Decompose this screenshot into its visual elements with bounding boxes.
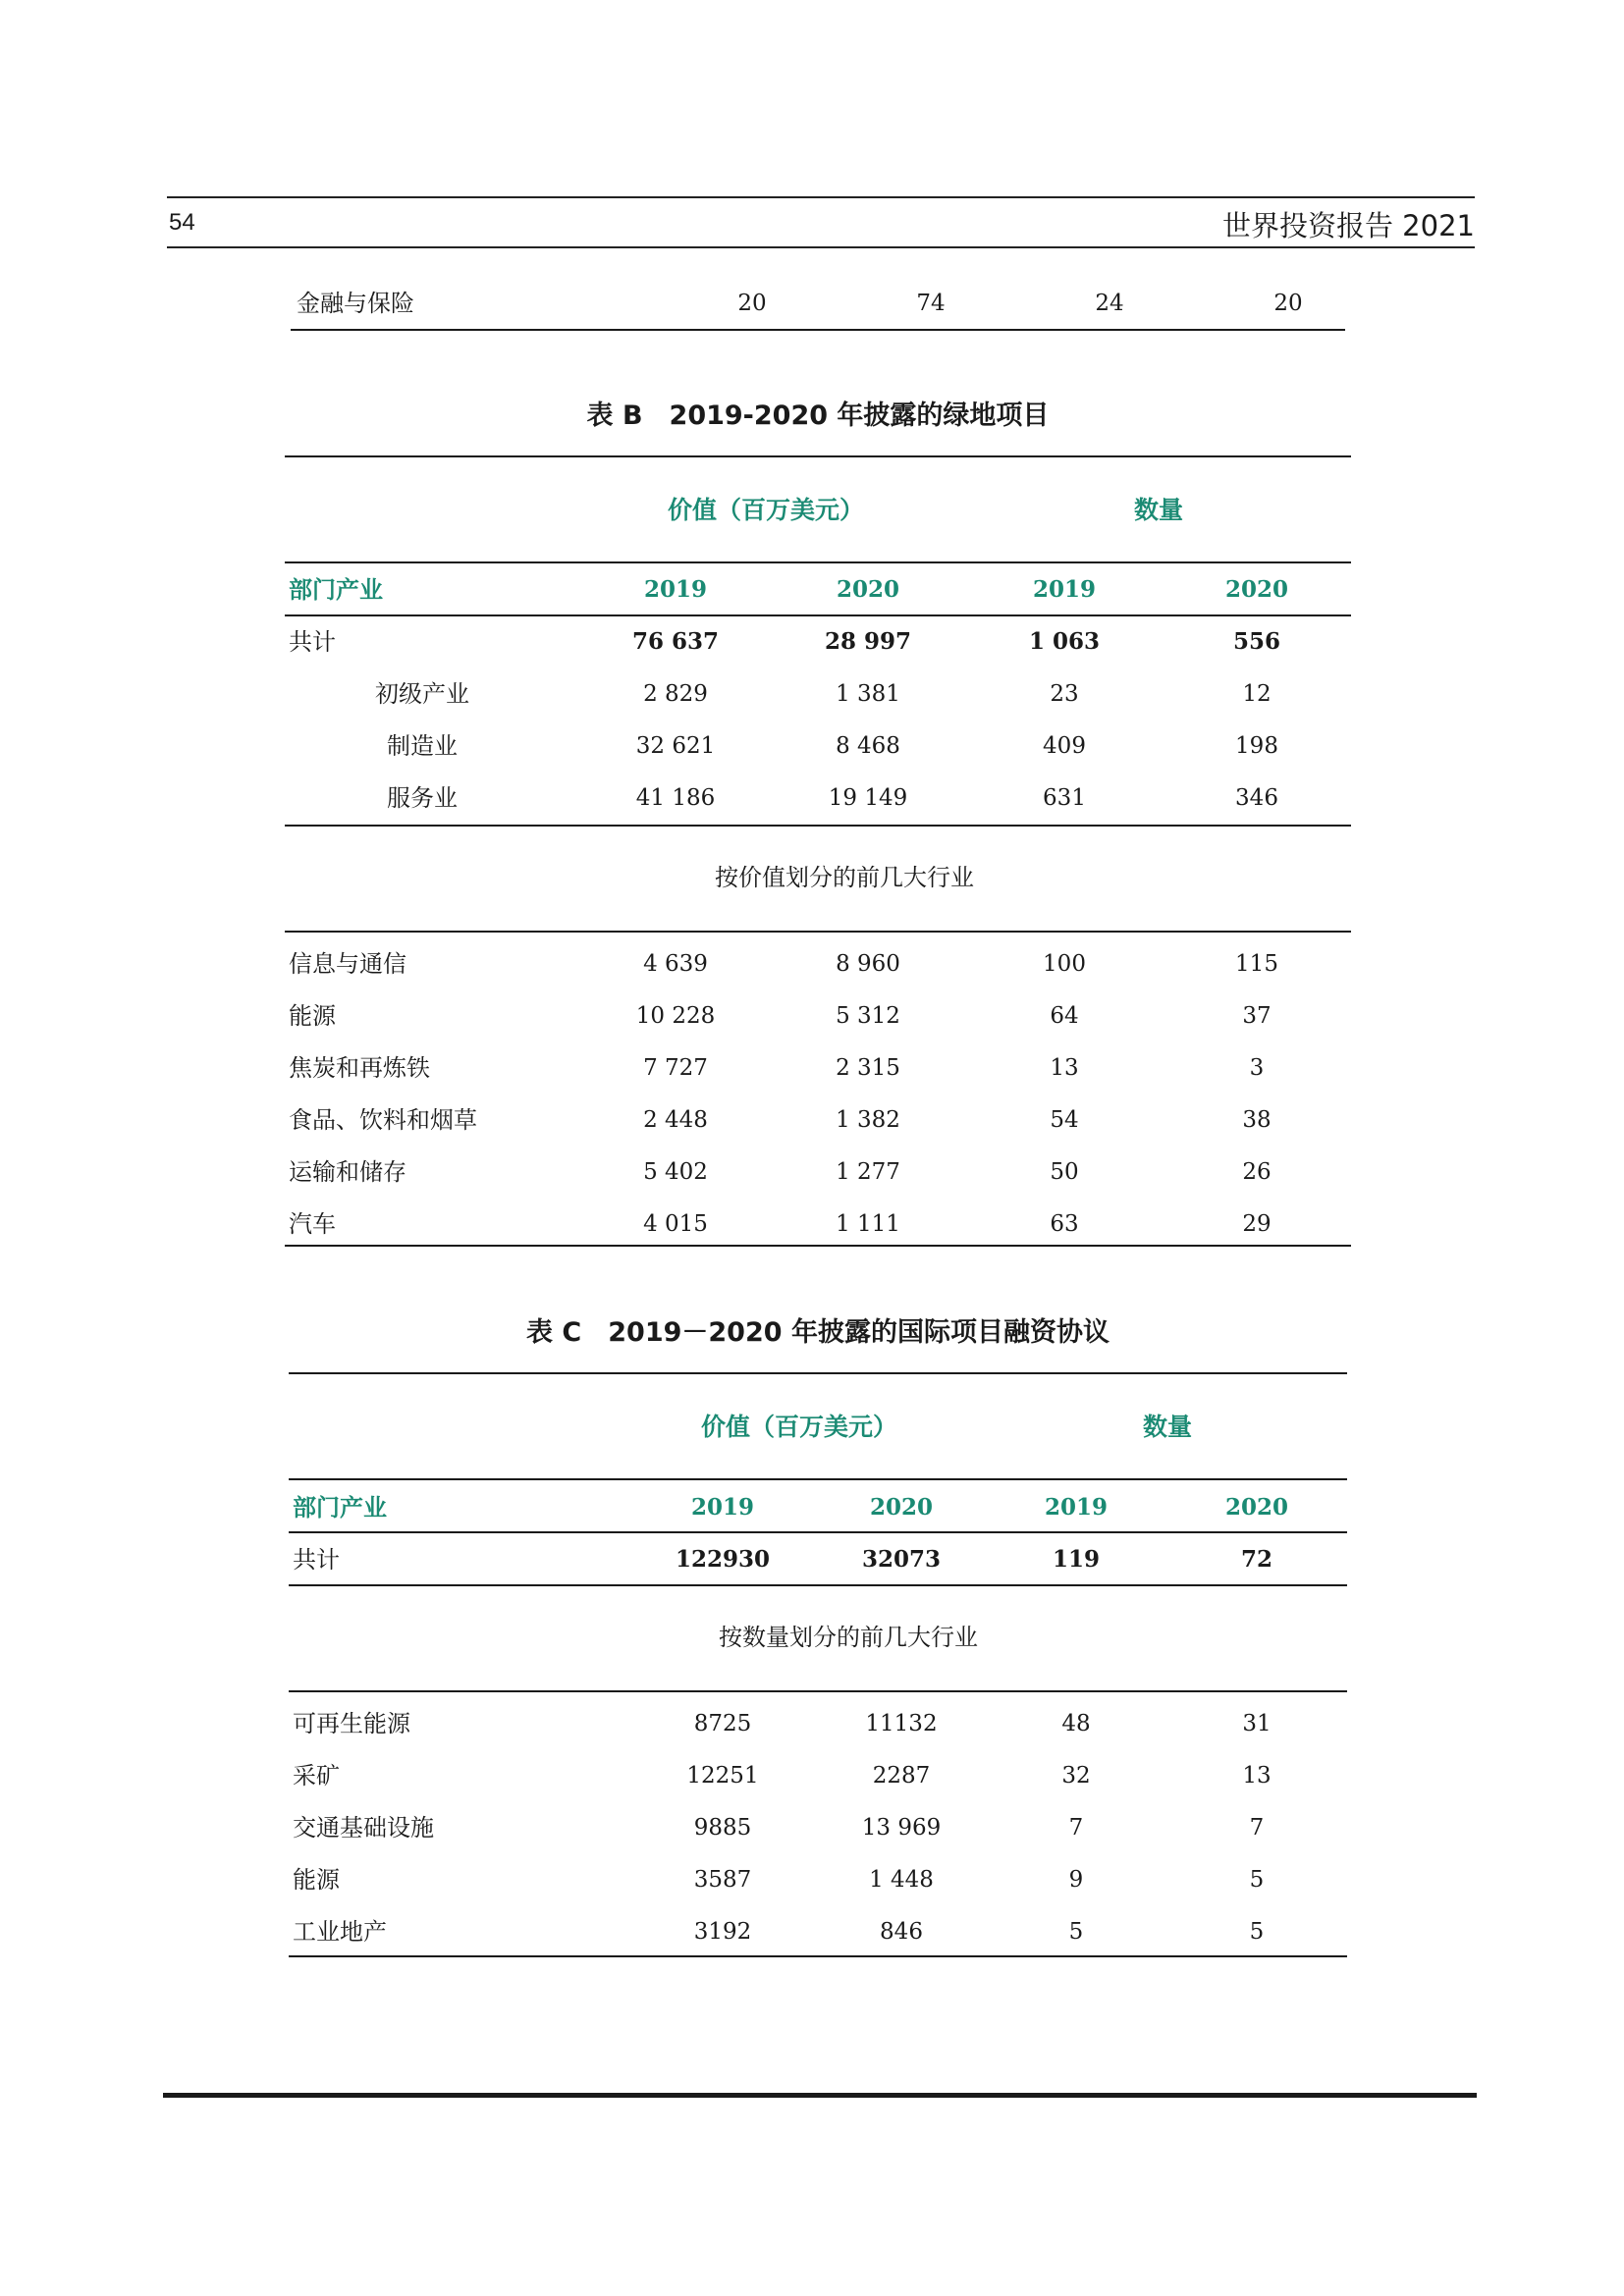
row-label: 能源 — [289, 1002, 336, 1030]
cell-value-2020: 5 312 — [836, 1003, 900, 1029]
footer-rule — [163, 2093, 1477, 2098]
col-header-2020-value: 2020 — [869, 1494, 933, 1521]
row-label: 信息与通信 — [289, 950, 406, 978]
col-header-sector: 部门产业 — [289, 576, 383, 604]
cell-count-2020: 31 — [1242, 1711, 1272, 1736]
row-label: 食品、饮料和烟草 — [289, 1106, 477, 1134]
table-b-title: 表 B 2019-2020 年披露的绿地项目 — [586, 400, 1050, 431]
table-b — [285, 395, 1351, 1249]
cell-count-2019: 54 — [1050, 1107, 1079, 1133]
table-a-tail — [291, 278, 1345, 333]
cell-value-2019: 41 186 — [635, 785, 716, 811]
row-label: 可再生能源 — [293, 1710, 410, 1737]
column-header-row — [285, 564, 1351, 615]
cell-count-2020: 20 — [1273, 291, 1303, 316]
col-header-2020-count: 2020 — [1224, 576, 1288, 603]
table-row — [285, 1042, 1351, 1094]
cell-count-2019: 1 063 — [1028, 628, 1101, 655]
header-bottom-rule — [167, 246, 1475, 248]
cell-count-2019: 409 — [1043, 733, 1086, 759]
total-row — [285, 616, 1351, 667]
cell-value-2019: 9885 — [693, 1815, 752, 1841]
cell-value-2020: 1 277 — [836, 1159, 900, 1185]
table-b-bottom-rule — [285, 1245, 1351, 1247]
cell-count-2019: 50 — [1050, 1159, 1079, 1185]
cell-value-2019: 4 639 — [643, 951, 708, 977]
cell-count-2019: 631 — [1043, 785, 1086, 811]
cell-value-2020: 8 468 — [836, 733, 900, 759]
cell-value-2019: 3587 — [693, 1867, 752, 1893]
cell-count-2019: 5 — [1068, 1919, 1084, 1945]
row-label: 交通基础设施 — [293, 1814, 434, 1842]
col-header-2020-value: 2020 — [836, 576, 899, 603]
cell-value-2019: 2 829 — [643, 681, 708, 707]
row-label: 初级产业 — [375, 680, 469, 708]
industries-top-rule — [289, 1690, 1347, 1692]
cell-count-2020: 37 — [1242, 1003, 1272, 1029]
cell-count-2019: 7 — [1068, 1815, 1084, 1841]
cell-count-2020: 346 — [1235, 785, 1278, 811]
cell-value-2020: 1 448 — [869, 1867, 934, 1893]
group-header-value: 价值（百万美元） — [700, 1413, 897, 1441]
cell-value-2019: 2 448 — [643, 1107, 708, 1133]
cell-count-2019: 119 — [1052, 1546, 1100, 1573]
cell-value-2019: 4 015 — [643, 1211, 708, 1237]
cell-count-2020: 38 — [1242, 1107, 1272, 1133]
cell-count-2020: 5 — [1249, 1867, 1265, 1893]
cell-value-2019: 122930 — [675, 1546, 771, 1573]
cell-count-2020: 72 — [1240, 1546, 1272, 1573]
cell-value-2019: 20 — [737, 291, 767, 316]
cell-value-2020: 1 111 — [836, 1211, 900, 1237]
row-label: 采矿 — [293, 1762, 340, 1789]
col-header-2019-value: 2019 — [690, 1494, 754, 1521]
cell-count-2019: 9 — [1068, 1867, 1084, 1893]
cell-value-2019: 5 402 — [643, 1159, 708, 1185]
cell-value-2020: 13 969 — [861, 1815, 942, 1841]
col-header-2019-value: 2019 — [643, 576, 707, 603]
cell-value-2020: 2 315 — [836, 1055, 900, 1081]
cell-count-2019: 24 — [1095, 291, 1124, 316]
table-row — [285, 668, 1351, 720]
table-row — [289, 1698, 1347, 1749]
group-header-rule — [289, 1478, 1347, 1480]
col-header-2019-count: 2019 — [1044, 1494, 1108, 1521]
cell-count-2019: 32 — [1061, 1763, 1091, 1789]
column-header-row — [289, 1482, 1347, 1533]
cell-value-2019: 12251 — [686, 1763, 759, 1789]
total-row — [289, 1534, 1347, 1585]
group-header-value: 价值（百万美元） — [667, 496, 864, 524]
sectors-bottom-rule — [285, 825, 1351, 827]
table-row — [285, 773, 1351, 824]
table-a-bottom-rule — [291, 329, 1345, 331]
table-row — [285, 1095, 1351, 1146]
row-label: 制造业 — [387, 732, 458, 760]
cell-value-2019: 7 727 — [643, 1055, 708, 1081]
header-top-rule — [167, 196, 1475, 198]
cell-value-2020: 846 — [880, 1919, 923, 1945]
group-header-rule — [285, 561, 1351, 563]
cell-value-2019: 3192 — [693, 1919, 752, 1945]
total-bottom-rule — [289, 1584, 1347, 1586]
cell-count-2019: 48 — [1061, 1711, 1091, 1736]
cell-count-2020: 115 — [1235, 951, 1278, 977]
page-number: 54 — [169, 209, 195, 236]
table-row — [291, 278, 1345, 329]
cell-count-2019: 13 — [1050, 1055, 1079, 1081]
table-c — [289, 1311, 1347, 1963]
row-label: 汽车 — [289, 1210, 336, 1238]
running-title: 世界投资报告 2021 — [1221, 209, 1475, 242]
industries-top-rule — [285, 931, 1351, 933]
cell-value-2019: 10 228 — [635, 1003, 716, 1029]
cell-count-2019: 23 — [1050, 681, 1079, 707]
table-row — [285, 990, 1351, 1041]
row-label: 共计 — [289, 628, 336, 656]
cell-count-2019: 63 — [1050, 1211, 1079, 1237]
col-header-2019-count: 2019 — [1032, 576, 1096, 603]
column-header-rule — [289, 1531, 1347, 1533]
col-header-sector: 部门产业 — [293, 1494, 387, 1522]
table-row — [285, 938, 1351, 989]
table-row — [289, 1802, 1347, 1853]
cell-value-2019: 8725 — [693, 1711, 752, 1736]
cell-value-2020: 8 960 — [836, 951, 900, 977]
cell-count-2020: 13 — [1242, 1763, 1272, 1789]
cell-count-2020: 5 — [1249, 1919, 1265, 1945]
table-c-subheading: 按数量划分的前几大行业 — [719, 1624, 978, 1651]
group-header-count: 数量 — [1133, 496, 1183, 524]
cell-count-2020: 556 — [1232, 628, 1280, 655]
cell-value-2020: 74 — [916, 291, 946, 316]
group-header-count: 数量 — [1142, 1413, 1192, 1441]
table-row — [289, 1906, 1347, 1957]
cell-count-2020: 12 — [1242, 681, 1272, 707]
cell-value-2020: 28 997 — [824, 628, 912, 655]
cell-value-2020: 2287 — [872, 1763, 931, 1789]
cell-count-2020: 7 — [1249, 1815, 1265, 1841]
row-label: 运输和储存 — [289, 1158, 406, 1186]
table-row — [289, 1854, 1347, 1905]
cell-value-2020: 1 382 — [836, 1107, 900, 1133]
cell-count-2019: 64 — [1050, 1003, 1079, 1029]
row-label: 金融与保险 — [297, 290, 414, 317]
table-row — [289, 1750, 1347, 1801]
cell-count-2020: 29 — [1242, 1211, 1272, 1237]
cell-value-2019: 32 621 — [635, 733, 716, 759]
row-label: 焦炭和再炼铁 — [289, 1054, 430, 1082]
cell-count-2020: 198 — [1235, 733, 1278, 759]
table-row — [285, 1147, 1351, 1198]
row-label: 工业地产 — [293, 1918, 387, 1946]
cell-count-2020: 3 — [1249, 1055, 1265, 1081]
table-row — [285, 1199, 1351, 1250]
col-header-2020-count: 2020 — [1224, 1494, 1288, 1521]
cell-count-2020: 26 — [1242, 1159, 1272, 1185]
cell-value-2019: 76 637 — [631, 628, 720, 655]
cell-value-2020: 19 149 — [828, 785, 908, 811]
table-c-bottom-rule — [289, 1955, 1347, 1957]
row-label: 共计 — [293, 1546, 340, 1574]
table-b-top-rule — [285, 455, 1351, 457]
row-label: 能源 — [293, 1866, 340, 1894]
row-label: 服务业 — [387, 784, 458, 812]
table-c-title: 表 C 2019－2020 年披露的国际项目融资协议 — [526, 1317, 1110, 1348]
table-row — [285, 721, 1351, 772]
table-b-subheading: 按价值划分的前几大行业 — [715, 864, 974, 891]
cell-value-2020: 32073 — [861, 1546, 942, 1573]
cell-count-2019: 100 — [1043, 951, 1086, 977]
cell-value-2020: 11132 — [865, 1711, 938, 1736]
cell-value-2020: 1 381 — [836, 681, 900, 707]
table-c-top-rule — [289, 1372, 1347, 1374]
